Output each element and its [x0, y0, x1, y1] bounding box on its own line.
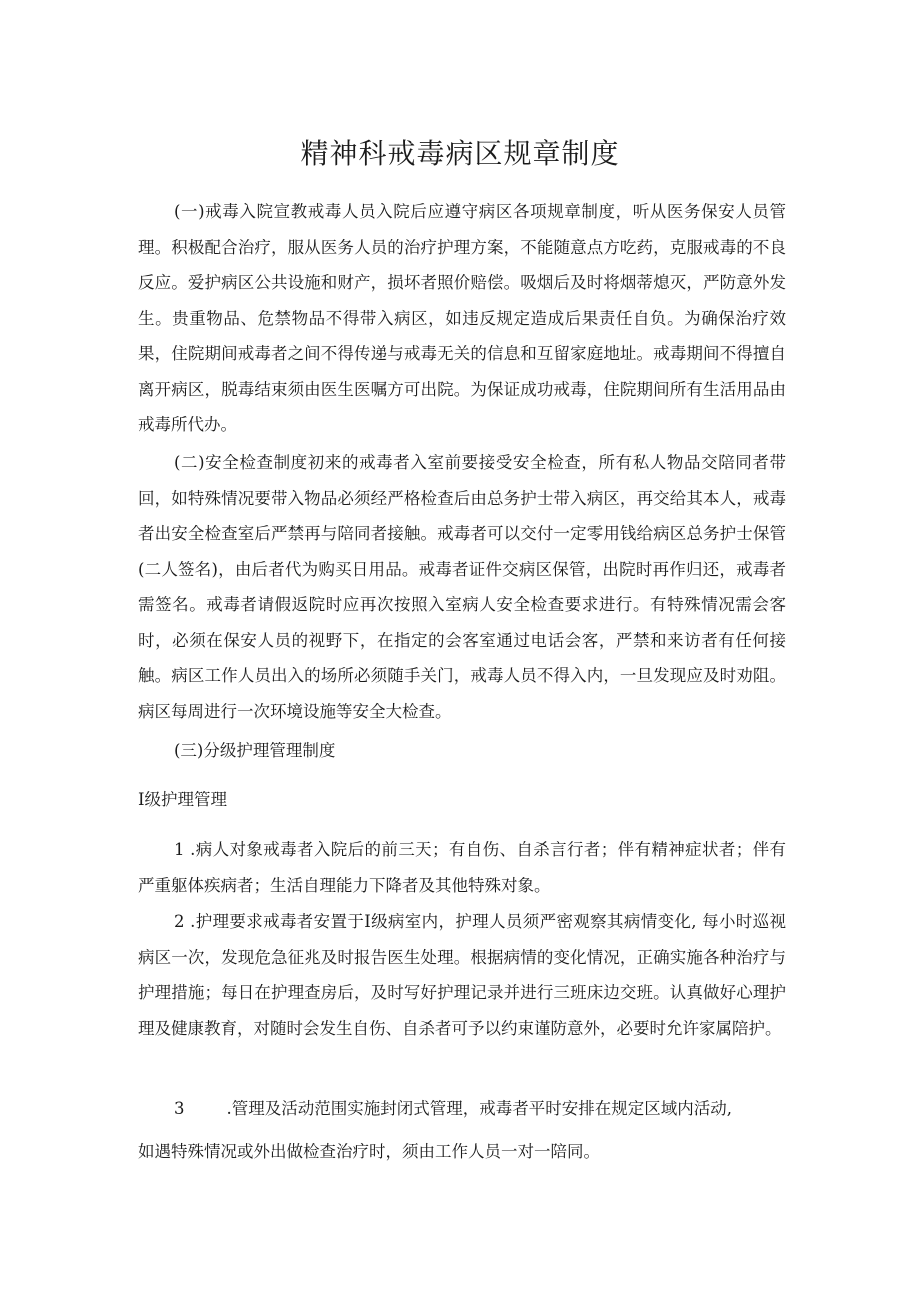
document-title: 精神科戒毒病区规章制度: [300, 137, 620, 170]
list-item-patient-targets: 1 .病人对象戒毒者入院后的前三天；有自伤、自杀言行者；伴有精神症状者；伴有严重躯体疾病者；生活自理能力下降者及其他特殊对象。: [138, 840, 786, 895]
section-heading-graded-care: (三)分级护理管理制度: [174, 741, 336, 760]
list-item-activity-scope-continued: 如遇特殊情况或外出做检查治疗时，须由工作人员一对一陪同。: [138, 1142, 600, 1161]
list-item-activity-scope: 3 .管理及活动范围实施封闭式管理，戒毒者平时安排在规定区域内活动,: [174, 1099, 732, 1118]
paragraph-admission-rules: (一)戒毒入院宣教戒毒人员入院后应遵守病区各项规章制度，听从医务保安人员管理。积极配合治疗，服从医务人员的治疗护理方案，不能随意点方吃药，克服戒毒的不良反应。爱护病区公共设施和财产，损坏者照价赔偿。吸烟后及时将烟蒂熄灭，严防意外发生。贵重物品、危禁物品不得带入病区，如违反规定造成后果责任自负。为确保治疗效果，住院期间戒毒者之间不得传递与戒毒无关的信息和互留家庭地址。戒毒期间不得擅自离开病区，脱毒结束须由医生医嘱方可出院。为保证成功戒毒，住院期间所有生活用品由戒毒所代办。: [138, 202, 786, 434]
paragraph-security-check: (二)安全检查制度初来的戒毒者入室前要接受安全检查，所有私人物品交陪同者带回，如特殊情况要带入物品必须经严格检查后由总务护士带入病区，再交给其本人，戒毒者出安全检查室后严禁再与陪同者接触。戒毒者可以交付一定零用钱给病区总务护士保管(二人签名)，由后者代为购买日用品。戒毒者证件交病区保管，出院时再作归还，戒毒者需签名。戒毒者请假返院时应再次按照入室病人安全检查要求进行。有特殊情况需会客时，必须在保安人员的视野下，在指定的会客室通过电话会客，严禁和来访者有任何接触。病区工作人员出入的场所必须随手关门，戒毒人员不得入内，一旦发现应及时劝阻。病区每周进行一次环境设施等安全大检查。: [138, 453, 786, 721]
list-item-care-requirements: 2 .护理要求戒毒者安置于I级病室内，护理人员须严密观察其病情变化, 每小时巡视病区一次，发现危急征兆及时报告医生处理。根据病情的变化情况，正确实施各种治疗与护理措施；每日在护理查房后，及时写好护理记录并进行三班床边交班。认真做好心理护理及健康教育，对随时会发生自伤、自杀者可予以约束谨防意外，必要时允许家属陪护。: [138, 912, 786, 1038]
subheading-level-one-care: I级护理管理: [138, 790, 228, 809]
